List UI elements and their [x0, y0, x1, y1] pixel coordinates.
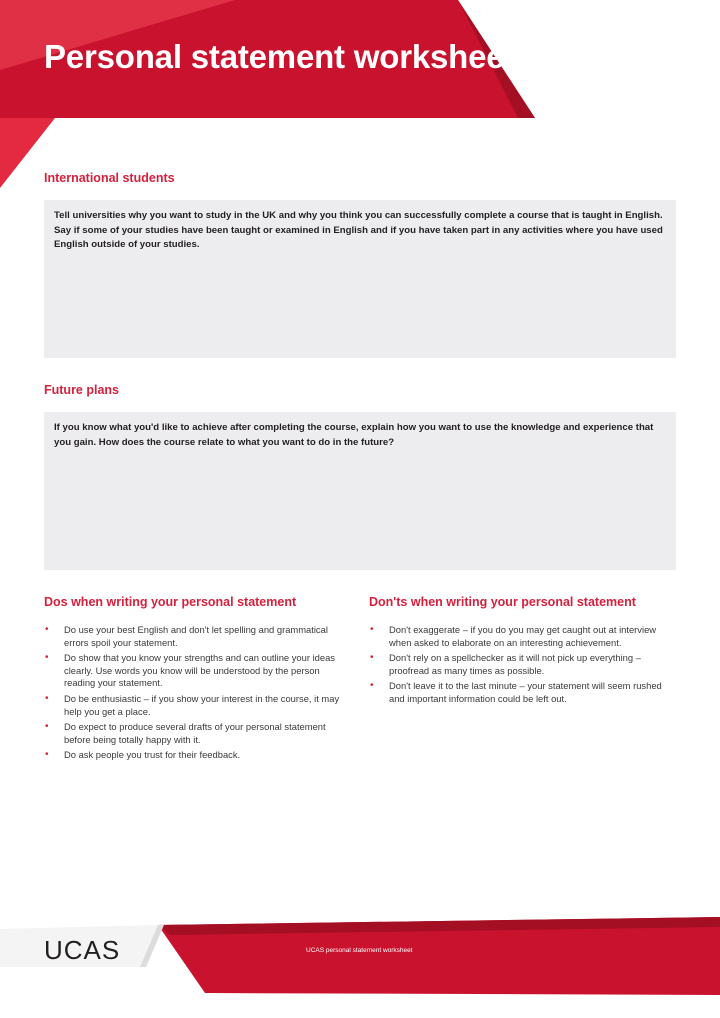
dos-item: [44, 721, 344, 746]
bullet-icon: •: [45, 721, 49, 733]
dos-item-text: Do be enthusiastic – if you show your interest in the course, it may help you get a place.: [64, 692, 340, 717]
dos-item: [44, 749, 344, 762]
future-plans-prompt: If you know what you'd like to achieve after completing the course, explain how you want to use the knowledge and experience that you gain. How does the course relate to what you want to do in the future?: [54, 422, 654, 448]
dos-item: [44, 652, 344, 690]
donts-list: [369, 624, 669, 706]
dos-list: [44, 624, 344, 762]
dos-item-text: Do show that you know your strengths and can outline your ideas clearly. Use words you know will be understood by the person reading your statement.: [64, 652, 335, 689]
dos-item: [44, 693, 344, 718]
donts-item-text: Don't rely on a spellchecker as it will not pick up everything – proofread as many times as possible.: [389, 652, 641, 676]
international-students-heading: International students: [44, 171, 175, 185]
bullet-icon: •: [370, 652, 374, 664]
donts-heading: Don'ts when writing your personal statement: [369, 595, 636, 609]
donts-item: [369, 680, 669, 705]
donts-item-text: Don't leave it to the last minute – your statement will seem rushed and important information could be left out.: [389, 680, 662, 704]
dos-item-text: Do expect to produce several drafts of your personal statement before being totally happy with it.: [64, 721, 326, 745]
donts-item: [369, 624, 669, 649]
bullet-icon: •: [45, 652, 49, 664]
international-students-prompt: Tell universities why you want to study in the UK and why you think you can successfully complete a course that is taught in English. Say if some of your studies have been taught or examined in English and if you have taken part in any activities where you have used English outside of your studies.: [54, 210, 663, 250]
footer-caption: UCAS personal statement worksheet: [306, 947, 413, 954]
bullet-icon: •: [370, 624, 374, 635]
bullet-icon: •: [370, 680, 374, 692]
donts-item-text: Don't exaggerate – if you do you may get caught out at interview when asked to elaborate on an interesting achievement.: [389, 624, 657, 648]
dos-heading: Dos when writing your personal statement: [44, 595, 297, 609]
future-plans-heading: Future plans: [44, 383, 120, 397]
bullet-icon: •: [45, 624, 49, 635]
page-title: Personal statement worksheet: [44, 38, 516, 75]
bullet-icon: •: [45, 749, 49, 761]
donts-item: [369, 652, 669, 677]
dos-column: [44, 595, 344, 765]
bullet-icon: •: [45, 692, 49, 704]
dos-item: [44, 624, 344, 649]
donts-column: [369, 595, 669, 709]
dos-item-text: Do use your best English and don't let spelling and grammatical errors spoil your statement.: [64, 624, 328, 648]
ucas-logo: UCAS: [44, 935, 121, 965]
future-plans-box[interactable]: [44, 412, 676, 570]
dos-item-text: Do ask people you trust for their feedback.: [64, 749, 241, 761]
international-students-box[interactable]: [44, 200, 676, 358]
header-banner: [0, 0, 720, 200]
